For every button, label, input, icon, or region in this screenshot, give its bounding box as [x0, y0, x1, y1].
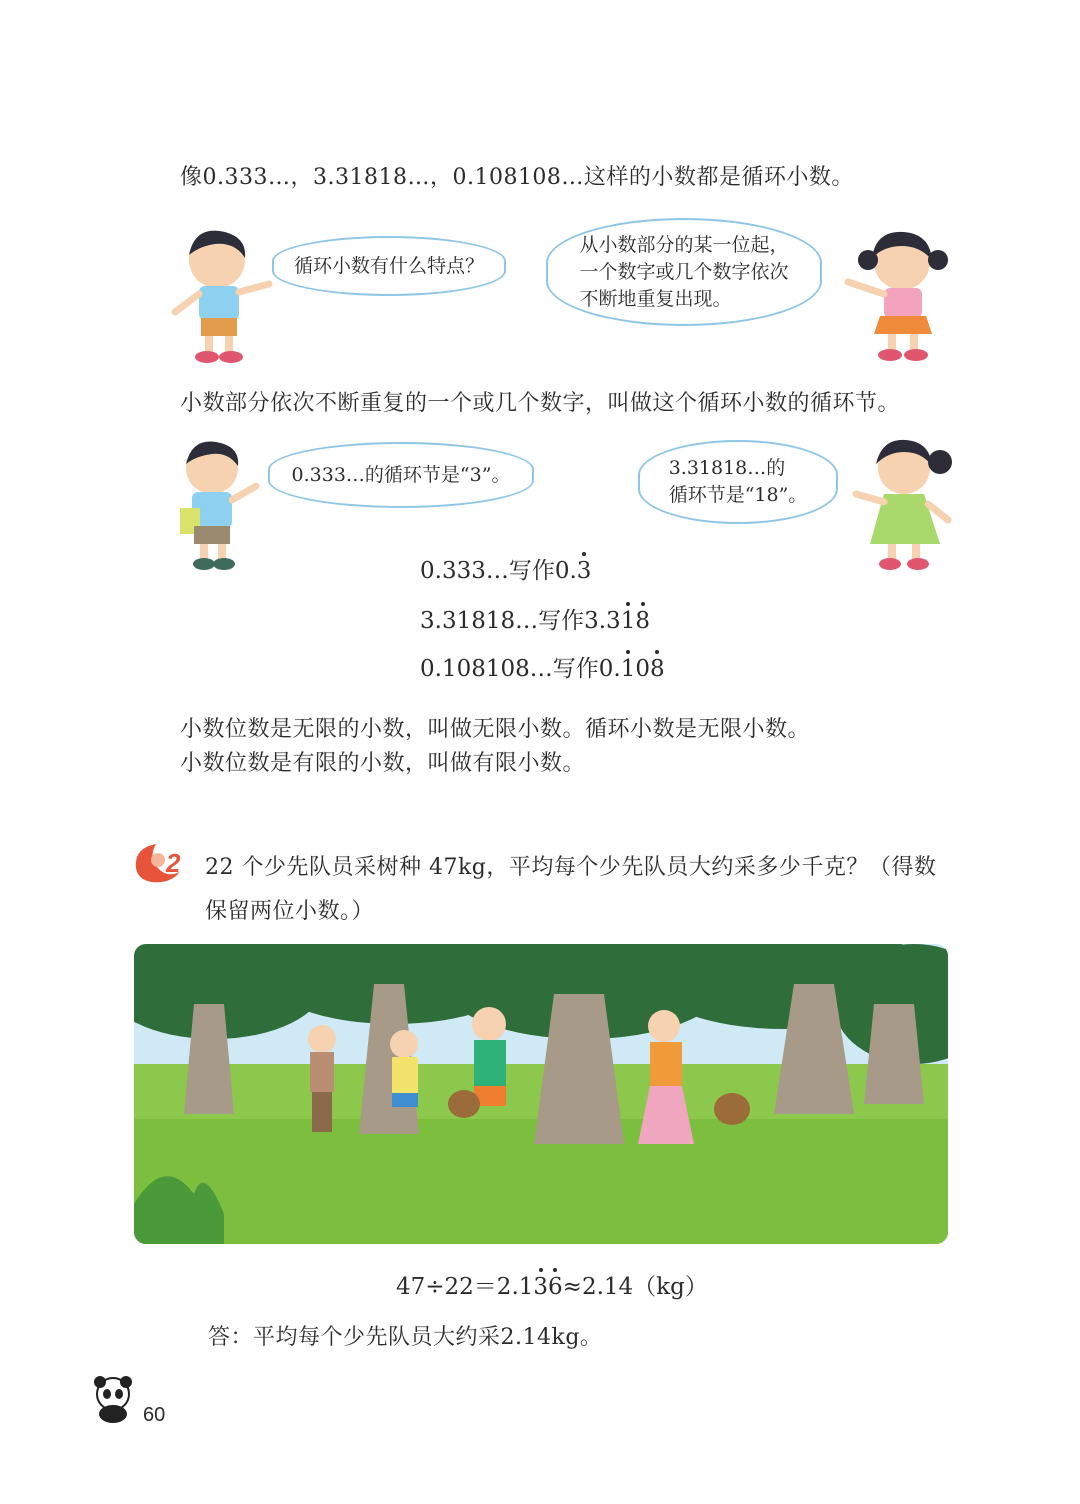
- speech-bubble-boy-1: [272, 236, 506, 296]
- girl-illustration: [840, 220, 955, 365]
- repeating-digit: 3: [533, 1274, 549, 1300]
- bubble-text: 循环小数有什么特点？: [293, 254, 484, 277]
- panda-icon: [88, 1374, 138, 1424]
- repeating-digit: 8: [649, 656, 665, 682]
- bubble-line: 从小数部分的某一位起，: [579, 233, 789, 256]
- definition-finite: 小数位数是有限的小数，叫做有限小数。: [180, 751, 586, 776]
- bubble-line: 一个数字或几个数字依次: [579, 260, 789, 283]
- bubble-line: 不断地重复出现。: [579, 287, 732, 310]
- solution-equation: 47÷22＝2.136≈2.14（kg）: [396, 1274, 708, 1300]
- repeating-digit: 3: [576, 558, 592, 584]
- repeating-digit: 1: [620, 608, 636, 634]
- girl-illustration-2: [850, 432, 955, 574]
- definition-infinite: 小数位数是无限的小数，叫做无限小数。循环小数是无限小数。: [180, 717, 811, 742]
- speech-bubble-boy-2: [268, 442, 534, 508]
- example-question-line-1: 22 个少先队员采树种 47kg，平均每个少先队员大约采多少千克？（得数: [205, 855, 937, 880]
- forest-illustration: [134, 944, 948, 1244]
- intro-text: 像0.333…，3.31818…，0.108108…这样的小数都是循环小数。: [180, 165, 854, 190]
- solution-answer: 答：平均每个少先队员大约采2.14kg。: [208, 1325, 603, 1350]
- repeating-digit: 6: [548, 1274, 563, 1300]
- notation-line-2: 3.31818…写作3.318: [420, 608, 650, 634]
- example-number: 2: [166, 848, 181, 878]
- speech-bubble-girl-1: [546, 218, 822, 326]
- definition-repetend: 小数部分依次不断重复的一个或几个数字，叫做这个循环小数的循环节。: [180, 391, 901, 416]
- example-badge-icon: [130, 838, 196, 886]
- notation-line-1: 0.333…写作0.3: [420, 558, 592, 584]
- repeating-digit: 1: [620, 656, 636, 682]
- bubble-text: 0.333…的循环节是“3”。: [291, 463, 511, 486]
- boy-illustration-2: [176, 434, 266, 572]
- notation-line-3: 0.108108…写作0.108: [420, 656, 665, 682]
- speech-bubble-girl-2: [638, 440, 838, 524]
- example-question-line-2: 保留两位小数。）: [205, 899, 375, 924]
- boy-illustration: [165, 220, 275, 365]
- bubble-line: 3.31818…的: [668, 457, 786, 479]
- page-number: 60: [143, 1404, 166, 1426]
- repeating-digit: 8: [635, 608, 650, 634]
- bubble-line: 循环节是“18”。: [668, 484, 808, 506]
